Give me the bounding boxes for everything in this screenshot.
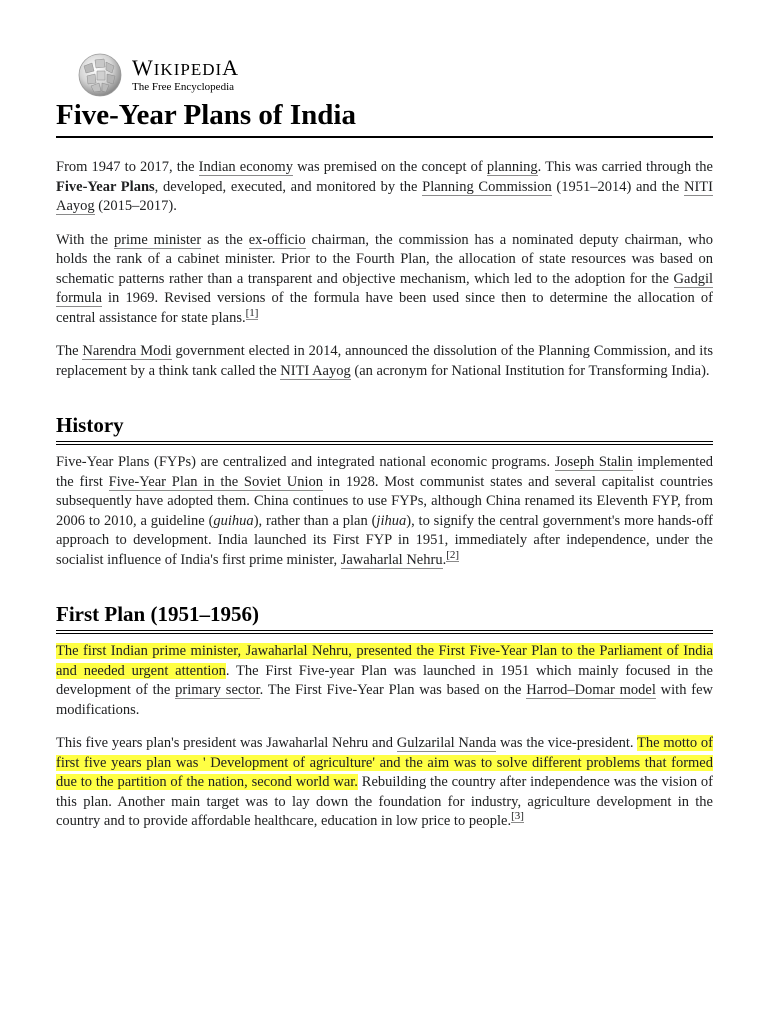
- text: , developed, executed, and monitored by the: [154, 178, 423, 195]
- text: Five-Year Plans (FYPs) are centralized and integrated national economic programs.: [56, 454, 555, 470]
- reference-1: [246, 307, 259, 320]
- text: ), to signify the central government's more hands-off approach to development. India launched its First FYP in 1951, immediately after independence, under the socialist influence of India's first prime minister,: [56, 512, 713, 568]
- text: as the: [201, 231, 249, 248]
- text: was the vice-president.: [496, 735, 638, 751]
- article-body: [56, 158, 713, 846]
- text: implemented the first: [56, 454, 714, 490]
- first-plan-paragraph-2: [56, 734, 713, 832]
- link-planning[interactable]: planning: [486, 159, 538, 175]
- reference-link-3[interactable]: [3]: [511, 810, 524, 823]
- text: . The First Five-Year Plan was based on the: [259, 682, 527, 698]
- text: The: [56, 343, 83, 359]
- page-title: Five-Year Plans of India: [56, 96, 713, 138]
- text: This five years plan's president was Jawaharlal Nehru and: [56, 735, 397, 751]
- intro-paragraph-3: [56, 342, 713, 381]
- wikipedia-tagline: The Free Encyclopedia: [132, 80, 235, 93]
- bold-term: Five-Year Plans: [56, 178, 155, 195]
- link-joseph-stalin[interactable]: Joseph Stalin: [554, 454, 633, 470]
- reference-link-2[interactable]: [2]: [446, 548, 460, 561]
- text: in 1928. Most communist states and several capitalist countries subsequently have adopted them. China continues to use FYPs, although China renamed its Eleventh FYP, from 2006 to 2010, a guideline (: [56, 473, 713, 529]
- italic-term: jihua: [376, 512, 407, 529]
- link-soviet-five-year-plan[interactable]: Five-Year Plan in the Soviet Union: [108, 473, 324, 490]
- text: (1951–2014) and the: [551, 178, 684, 195]
- reference-2: [446, 549, 459, 562]
- text: From 1947 to 2017, the: [56, 159, 199, 175]
- reference-3: [511, 810, 524, 823]
- link-prime-minister[interactable]: prime minister: [113, 231, 202, 248]
- text: Rebuilding the country after independence was the vision of this plan. Another main target was to lay down the foundation for industry, agriculture development in the country and to provide affordable healthcare, education in low price to people.: [56, 774, 714, 829]
- link-jawaharlal-nehru[interactable]: Jawaharlal Nehru: [340, 551, 443, 568]
- text: ), rather than a plan (: [253, 512, 377, 529]
- link-narendra-modi[interactable]: Narendra Modi: [82, 343, 172, 359]
- link-gadgil-formula[interactable]: Gadgil formula: [56, 270, 713, 306]
- section-heading-first-plan: First Plan (1951–1956): [56, 600, 713, 634]
- text: in 1969. Revised versions of the formula have been used since then to determine the allocation of central assistance for state plans.: [56, 290, 713, 326]
- text: (2015–2017).: [94, 198, 177, 214]
- section-heading-history: History: [56, 411, 713, 445]
- text: (an acronym for National Institution for Transforming India).: [350, 362, 710, 379]
- reference-link-1[interactable]: [1]: [245, 306, 259, 319]
- link-gulzarilal-nanda[interactable]: Gulzarilal Nanda: [396, 735, 497, 751]
- link-niti-aayog-2[interactable]: NITI Aayog: [280, 362, 351, 379]
- link-indian-economy[interactable]: Indian economy: [198, 159, 293, 175]
- wikipedia-wordmark: WIKIPEDIA: [132, 54, 240, 80]
- link-harrod-domar-model[interactable]: Harrod–Domar model: [526, 682, 656, 698]
- text: government elected in 2014, announced the dissolution of the Planning Commission, and its replacement by a think tank called the: [56, 343, 714, 379]
- highlighted-text: The motto of first five years plan was ' Development of agriculture' and the aim was to solve different problems that formed due to the partition of the nation, second world war.: [56, 735, 713, 790]
- link-planning-commission[interactable]: Planning Commission: [422, 178, 552, 195]
- text: With the: [56, 231, 114, 248]
- intro-paragraph-2: [56, 231, 713, 329]
- wikipedia-logo[interactable]: [74, 52, 239, 98]
- intro-paragraph-1: [56, 158, 713, 217]
- text: with few modifications.: [56, 682, 713, 718]
- text: . This was carried through the: [537, 159, 713, 175]
- text: was premised on the concept of: [292, 159, 487, 175]
- text: .: [442, 551, 447, 568]
- history-paragraph: [56, 453, 713, 570]
- link-ex-officio[interactable]: ex-officio: [248, 231, 306, 248]
- link-niti-aayog[interactable]: NITI Aayog: [56, 178, 713, 214]
- link-primary-sector[interactable]: primary sector: [175, 682, 260, 698]
- text: . The First Five-year Plan was launched in 1951 which mainly focused in the development of the: [56, 662, 713, 698]
- italic-term: guihua: [213, 512, 254, 529]
- wikipedia-globe-icon: [74, 52, 126, 98]
- first-plan-paragraph-1: [56, 642, 713, 720]
- text: chairman, the commission has a nominated deputy chairman, who holds the rank of a cabinet minister. Prior to the Fourth Plan, the allocation of state resources was based on schematic patterns rather than a transparent and objective mechanism, which led to the adoption for the: [56, 231, 714, 287]
- highlighted-text: The first Indian prime minister, Jawaharlal Nehru, presented the First Five-Year Plan to the Parliament of India and needed urgent attention: [56, 643, 713, 679]
